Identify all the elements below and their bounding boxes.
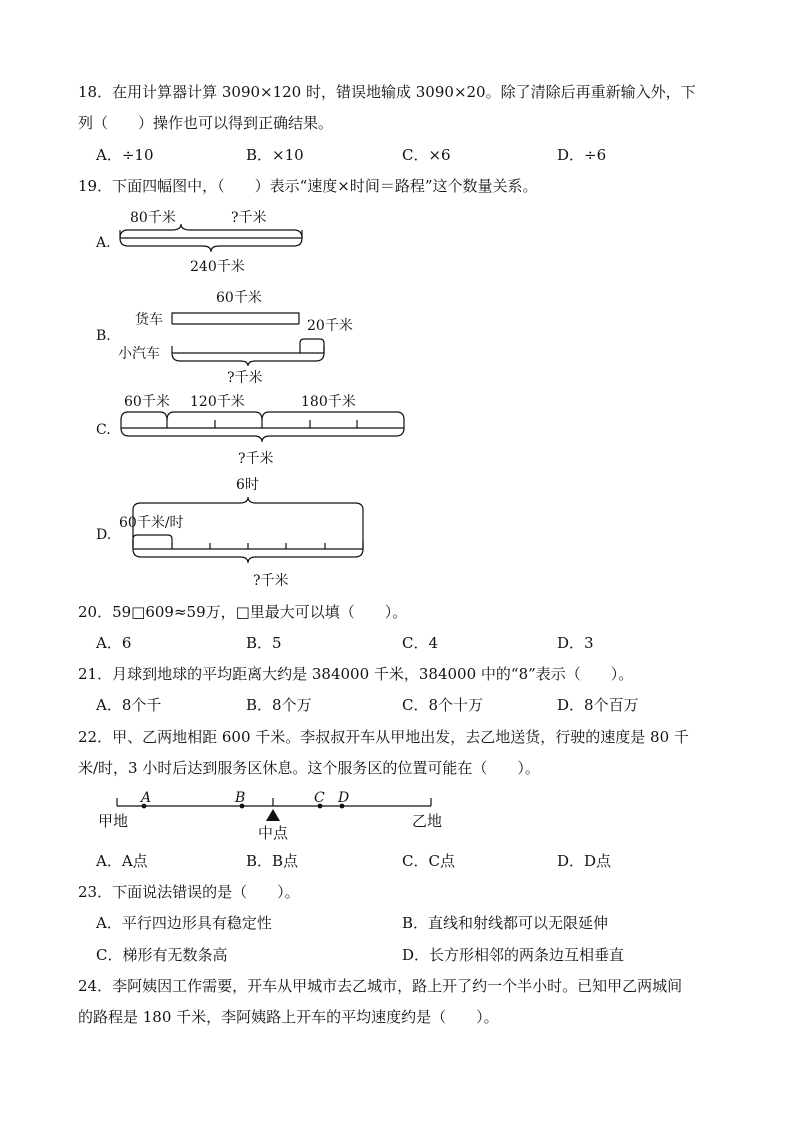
q18-option-c[interactable]: C．×6 [402, 146, 451, 164]
q22-end-label: 乙地 [412, 812, 443, 830]
diagram-c-label-3: 180千米 [301, 394, 356, 410]
q18-option-d[interactable]: D．÷6 [557, 146, 607, 164]
diagram-c-label-2: 120千米 [190, 394, 245, 410]
q24-stem-line1: 24．李阿姨因工作需要，开车从甲城市去乙城市，路上开了约一个半小时。已知甲乙两城间 [78, 977, 683, 995]
q21-option-c[interactable]: C．8个十万 [402, 696, 484, 714]
q20-stem: 20．59□609≈59万，□里最大可以填（ ）。 [78, 603, 408, 621]
q18-stem-line1: 18．在用计算器计算 3090×120 时，错误地输成 3090×20。除了清除后再重新输入外，下 [78, 83, 696, 101]
diagram-c-brace-1 [121, 412, 167, 428]
diagram-c-bottom-brace [121, 428, 404, 442]
q22-start-label: 甲地 [98, 812, 129, 830]
q20-option-d[interactable]: D．3 [557, 634, 594, 652]
diagram-b-label-car: 小汽车 [118, 346, 160, 362]
diagram-c-label-total: ?千米 [238, 451, 274, 467]
q24-stem-line2: 的路程是 180 千米，李阿姨路上开车的平均速度约是（ ）。 [78, 1008, 499, 1026]
diagram-d-label-speed: 60千米/时 [119, 515, 184, 531]
diagram-c-label-1: 60千米 [124, 394, 170, 410]
diagram-b-extra-brace [300, 339, 324, 353]
diagram-a-label-unknown: ?千米 [231, 210, 267, 226]
diagram-d-label-time: 6时 [236, 477, 259, 493]
diagram-a-label-total: 240千米 [190, 259, 245, 275]
diagram-d-label-total: ?千米 [253, 573, 289, 589]
q22-point-b-label: B [235, 790, 246, 806]
q23-option-c[interactable]: C．梯形有无数条高 [96, 946, 228, 964]
q22-option-d[interactable]: D．D点 [557, 852, 612, 870]
diagram-b-letter: B. [96, 328, 111, 344]
q20-option-a[interactable]: A．6 [96, 634, 132, 652]
q20-option-b[interactable]: B．5 [246, 634, 282, 652]
q18-option-a[interactable]: A．÷10 [96, 146, 154, 164]
q22-midpoint-label: 中点 [258, 824, 289, 842]
q18-stem-line2: 列（ ）操作也可以得到正确结果。 [78, 114, 334, 132]
q21-option-a[interactable]: A．8个千 [96, 696, 162, 714]
q19-stem: 19．下面四幅图中，（ ）表示“速度×时间＝路程”这个数量关系。 [78, 177, 538, 195]
q23-option-a[interactable]: A．平行四边形具有稳定性 [96, 914, 272, 932]
diagram-d-letter: D. [96, 527, 112, 543]
q21-stem: 21．月球到地球的平均距离大约是 384000 千米，384000 中的“8”表示（ ）。 [78, 665, 634, 683]
diagram-d-bottom-brace [133, 549, 363, 563]
diagram-b-top-brace [172, 313, 299, 324]
q22-option-c[interactable]: C．C点 [402, 852, 455, 870]
diagram-d-speed-brace [133, 535, 172, 545]
q22-stem-line1: 22．甲、乙两地相距 600 千米。李叔叔开车从甲地出发，去乙地送货，行驶的速度是 80 千 [78, 728, 689, 746]
q22-stem-line2: 米/时，3 小时后达到服务区休息。这个服务区的位置可能在（ ）。 [78, 759, 540, 777]
diagram-a-bottom-brace [120, 238, 302, 252]
q22-point-a-label: A [141, 790, 152, 806]
diagram-a-letter: A. [96, 235, 111, 251]
q22-option-a[interactable]: A．A点 [96, 852, 148, 870]
q22-point-c-label: C [314, 790, 325, 806]
diagram-b-bottom-brace [172, 353, 324, 366]
diagram-b-label-truck-distance: 60千米 [216, 290, 262, 306]
diagram-b-label-extra: 20千米 [307, 318, 353, 334]
q20-option-c[interactable]: C．4 [402, 634, 439, 652]
q23-option-b[interactable]: B．直线和射线都可以无限延伸 [402, 914, 609, 932]
diagram-a-label-known: 80千米 [130, 210, 176, 226]
q23-option-d[interactable]: D．长方形相邻的两条边互相垂直 [402, 946, 625, 964]
diagram-c-brace-3 [262, 412, 404, 420]
q22-option-b[interactable]: B．B点 [246, 852, 299, 870]
q23-stem: 23．下面说法错误的是（ ）。 [78, 883, 300, 901]
diagram-c-letter: C. [96, 422, 111, 438]
q22-midpoint-triangle [266, 809, 280, 821]
q21-option-d[interactable]: D．8个百万 [557, 696, 639, 714]
diagram-b-label-truck: 货车 [135, 312, 163, 328]
q21-option-b[interactable]: B．8个万 [246, 696, 312, 714]
diagram-b-label-total: ?千米 [227, 370, 263, 386]
q22-point-d-label: D [338, 790, 350, 806]
diagram-a-top-brace [120, 224, 302, 238]
q18-option-b[interactable]: B．×10 [246, 146, 304, 164]
